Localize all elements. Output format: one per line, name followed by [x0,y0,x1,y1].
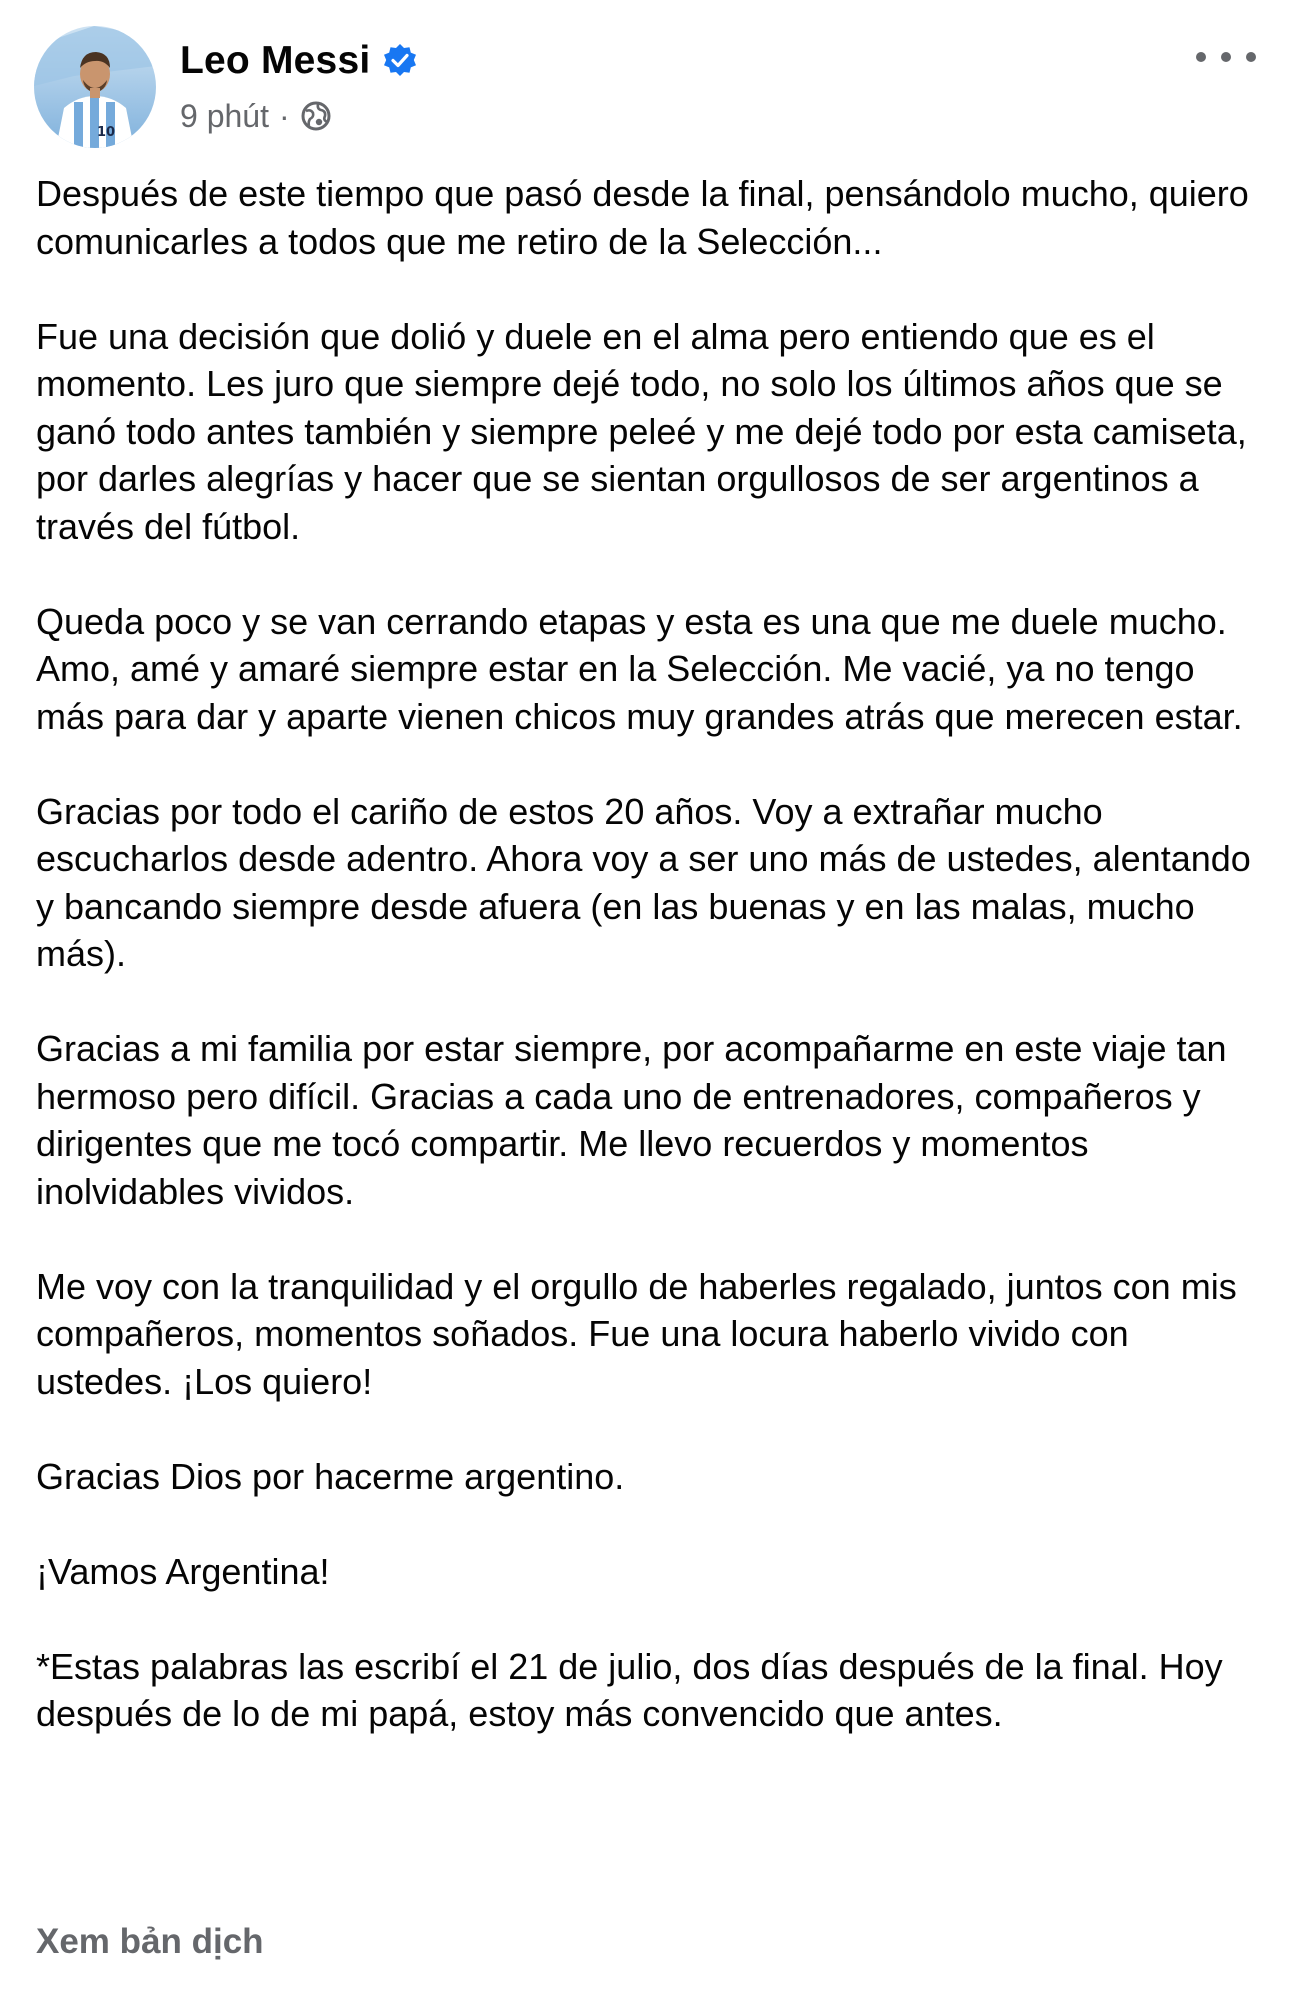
more-options-icon[interactable] [1196,42,1256,72]
more-dot [1246,52,1256,62]
more-dot [1221,52,1231,62]
author-name[interactable]: Leo Messi [180,39,371,82]
meta-separator: · [278,97,290,134]
post-header [34,26,1256,148]
see-translation-link[interactable]: Xem bản dịch [36,1922,264,1961]
post-paragraph: ¡Vamos Argentina! [36,1550,330,1592]
post-timestamp[interactable]: 9 phút [180,97,269,134]
author-avatar[interactable] [34,26,156,148]
post-paragraph: Gracias Dios por hacerme argentino. [36,1455,625,1497]
post-paragraph: Gracias por todo el cariño de estos 20 años. Voy a extrañar mucho escucharlos desde adentro. Ahora voy a ser uno más de ustedes, alentando y bancando siempre desde afuera (en las buenas y en las malas, mucho más). [36,790,1251,974]
jersey-number: 10 [97,125,116,140]
post-paragraph: Queda poco y se van cerrando etapas y esta es una que me duele mucho. Amo, amé y amaré siempre estar en la Selección. Me vacié, ya no tengo más para dar y aparte vienen chicos muy grandes atrás que merecen estar. [36,600,1243,737]
post-paragraph: Me voy con la tranquilidad y el orgullo de haberles regalado, juntos con mis compañeros, momentos soñados. Fue una locura haberlo vivido con ustedes. ¡Los quiero! [36,1265,1237,1402]
post-paragraph: Después de este tiempo que pasó desde la final, pensándolo mucho, quiero comunicarles a todos que me retiro de la Selección... [36,173,1249,262]
verified-badge-icon [382,43,418,79]
post-paragraph: Fue una decisión que dolió y duele en el alma pero entiendo que es el momento. Les juro que siempre dejé todo, no solo los últimos años que se ganó todo antes también y siempre peleé y me dejé todo por esta camiseta, por darles alegrías y hacer que se sientan orgullosos de ser argentinos a través del fútbol. [36,315,1247,547]
more-dot [1196,52,1206,62]
author-name-row [180,32,418,90]
post-paragraph: *Estas palabras las escribí el 21 de julio, dos días después de la final. Hoy después de lo de mi papá, estoy más convencido que antes. [36,1645,1223,1734]
author-block [180,32,418,138]
post-paragraph: Gracias a mi familia por estar siempre, por acompañarme en este viaje tan hermoso pero difícil. Gracias a cada uno de entrenadores, compañeros y dirigentes que me tocó compartir. Me llevo recuerdos y momentos inolvidables vividos. [36,1028,1227,1212]
post-text [36,170,1258,1785]
post-meta [180,94,418,138]
avatar-image [34,26,156,148]
globe-icon[interactable] [300,100,332,132]
